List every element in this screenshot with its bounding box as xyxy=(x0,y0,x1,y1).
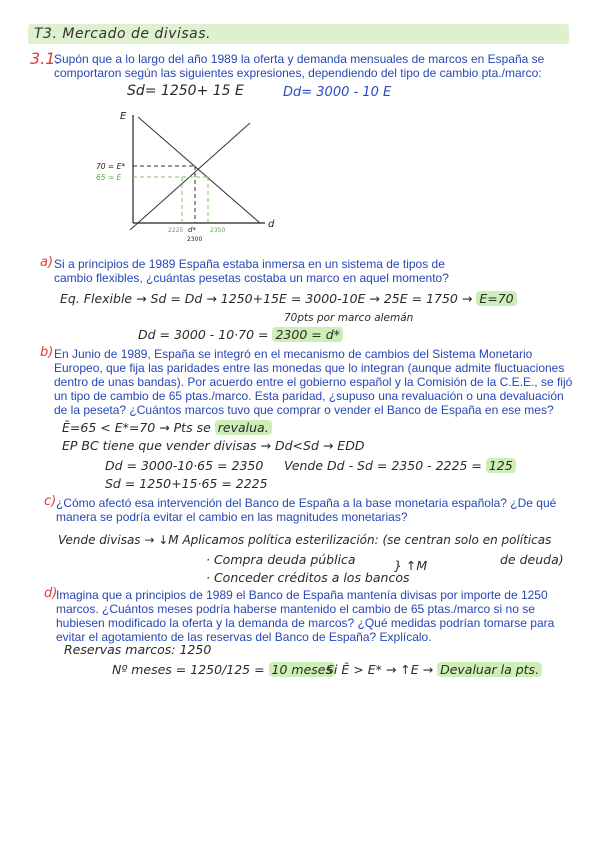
x-tick-2350: 2350 xyxy=(210,227,226,234)
demand-equation: Dd= 3000 - 10 E xyxy=(283,85,392,100)
answer-c-line2: · Compra deuda pública xyxy=(206,552,356,567)
answer-c-line1: Vende divisas → ↓M Aplicamos política esterilización: (se centran solo en políticas xyxy=(58,533,552,547)
answer-c-line3: · Conceder créditos a los bancos xyxy=(206,570,410,585)
supply-equation: Sd= 1250+ 15 E xyxy=(127,83,244,99)
x-tick-2225: 2225 xyxy=(168,227,184,234)
answer-a-note: 70pts por marco alemán xyxy=(284,312,414,324)
question-d-letter: d) xyxy=(44,586,58,601)
x-axis-label: d xyxy=(268,219,275,230)
answer-d-line3 xyxy=(326,662,542,677)
answer-d-devaluar: Devaluar la pts. xyxy=(437,662,542,677)
answer-c-brace: } ↑M xyxy=(394,558,428,573)
page-title: T3. Mercado de divisas. xyxy=(34,26,212,42)
answer-b-line3: Dd = 3000-10·65 = 2350 xyxy=(105,458,264,473)
answer-d-line3-text: Si Ē > E* → ↑E → xyxy=(326,662,434,677)
answer-b-line1-text: Ē=65 < E*=70 → Pts se xyxy=(62,420,211,435)
answer-d-line2-text: Nº meses = 1250/125 = xyxy=(112,662,265,677)
question-a-letter: a) xyxy=(40,255,54,270)
answer-b-125: 125 xyxy=(486,458,516,473)
answer-a-line1 xyxy=(60,291,517,306)
answer-a-line2-text: Dd = 3000 - 10·70 = xyxy=(138,327,269,342)
answer-a-line2 xyxy=(138,327,343,342)
question-number: 3.1. xyxy=(30,49,61,68)
question-c-text: ¿Cómo afectó esa intervención del Banco de España a la base monetaria española? ¿De qué manera se podría evitar el cambio en las magnitudes monetarias? xyxy=(56,496,557,524)
supply-demand-graph xyxy=(80,105,290,255)
answer-d-line1: Reservas marcos: 1250 xyxy=(64,642,212,657)
y-axis-label: E xyxy=(120,111,127,122)
answer-a-result: E=70 xyxy=(476,291,516,306)
answer-b-sell-text: Vende Dd - Sd = 2350 - 2225 = xyxy=(284,458,482,473)
question-3-1-text: Supón que a lo largo del año 1989 la oferta y demanda mensuales de marcos en España se comportaron según las siguientes expresiones, dependiendo del tipo de cambio pta./marco: xyxy=(54,52,545,80)
x-tick-2300: 2300 xyxy=(187,236,203,243)
x-tick-d-star: d* xyxy=(188,226,196,234)
answer-c-line2b: de deuda) xyxy=(500,552,564,567)
answer-d-10-meses: 10 meses xyxy=(269,662,335,677)
answer-a-line1-text: Eq. Flexible → Sd = Dd → 1250+15E = 3000-10E → 25E = 1750 → xyxy=(60,291,473,306)
answer-b-revalua: revalua. xyxy=(215,420,272,435)
answer-b-line2: EP BC tiene que vender divisas → Dd<Sd → EDD xyxy=(62,438,365,453)
answer-a-d-star: 2300 = d* xyxy=(272,327,342,342)
question-c-letter: c) xyxy=(44,494,57,509)
y-tick-70: 70 = E* xyxy=(96,162,126,171)
question-b-text: En Junio de 1989, España se integró en el mecanismo de cambios del Sistema Monetario Europeo, que fija las paridades entre las monedas que lo integran (aunque admite fluctuaciones dentro de unas bandas). Por acuerdo entre el gobierno español y la Comisión de la C.E.E., se fijó un tipo de cambio de 65 ptas./marco. Esta paridad, ¿supuso una revaluación o una devaluación de la peseta? ¿Cuántos marcos tuvo que comprar o vender el Banco de España en ese mes? xyxy=(54,347,573,417)
answer-b-sell xyxy=(284,458,516,473)
answer-b-line1 xyxy=(62,420,272,435)
question-a-text: Si a principios de 1989 España estaba inmersa en un sistema de tipos de cambio flexibles, ¿cuántas pesetas costaba un marco en aquel momento? xyxy=(54,257,449,285)
y-tick-65: 65 = E xyxy=(96,173,122,182)
question-d-text: Imagina que a principios de 1989 el Banco de España mantenía divisas por importe de 1250 marcos. ¿Cuántos meses podría haberse mantenido el cambio de 65 ptas./marco si no se hubiesen modificado la oferta y la demanda de marcos? ¿Qué medidas podrían tomarse para evitar el agotamiento de las reservas del Banco de España? Explícalo. xyxy=(56,588,555,644)
question-b-letter: b) xyxy=(40,345,54,360)
answer-b-line4: Sd = 1250+15·65 = 2225 xyxy=(105,476,268,491)
answer-d-line2 xyxy=(112,662,335,677)
